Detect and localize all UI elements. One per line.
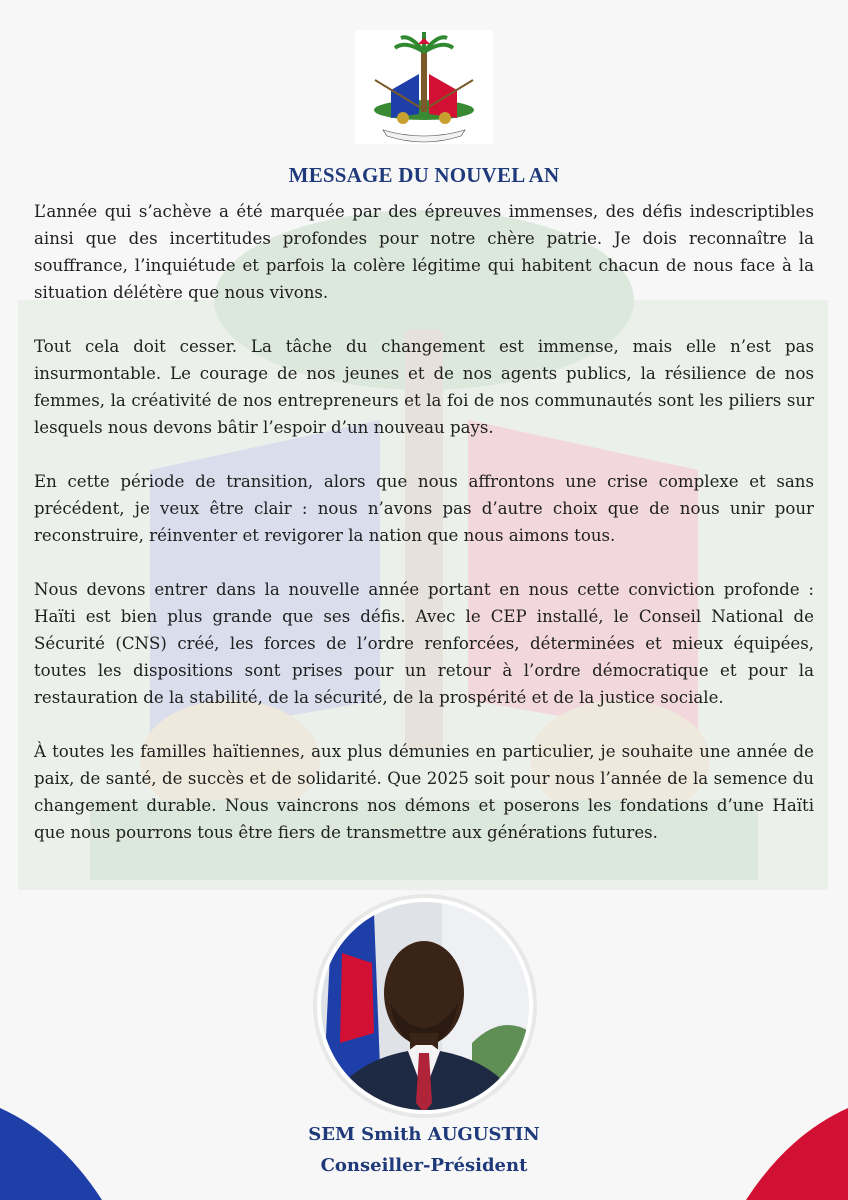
signatory-name: SEM Smith AUGUSTIN bbox=[308, 1124, 540, 1145]
red-corner-decoration bbox=[738, 1090, 848, 1200]
paragraph: Nous devons entrer dans la nouvelle année portant en nous cette conviction profonde : Haïti est bien plus grande que ses défis. Avec le CEP installé, le Conseil National de Sécurité (CNS) créé, les forces de l’ordre renforcées, déterminées et mieux équipées, toutes les dispositions sont prises pour un retour à l’ordre démocratique et pour la restauration de la stabilité, de la sécurité, de la prospérité et de la justice sociale. bbox=[34, 580, 814, 707]
blue-corner-decoration bbox=[0, 1090, 110, 1200]
paragraph: En cette période de transition, alors que nous affrontons une crise complexe et sans précédent, je veux être clair : nous n’avons pas d’autre choix que de nous unir pour reconstruire, réinventer et revigorer la nation que nous aimons tous. bbox=[34, 472, 814, 545]
signatory-role: Conseiller-Président bbox=[320, 1155, 528, 1176]
document-title: MESSAGE DU NOUVEL AN bbox=[288, 163, 560, 187]
message-body bbox=[34, 198, 814, 873]
paragraph: L’année qui s’achève a été marquée par des épreuves immenses, des défis indescriptibles ainsi que des incertitudes profondes pour notre chère patrie. Je dois reconnaître la souffrance, l’inquiétude et parfois la colère légitime qui habitent chacun de nous face à la situation délétère que nous vivons. bbox=[34, 202, 814, 302]
paragraph: À toutes les familles haïtiennes, aux plus démunies en particulier, je souhaite une année de paix, de santé, de succès et de solidarité. Que 2025 soit pour nous l’année de la semence du changement durable. Nous vaincrons nos démons et poserons les fondations d’une Haïti que nous pourrons tous être fiers de transmettre aux générations futures. bbox=[34, 742, 814, 842]
portrait-photo bbox=[312, 893, 538, 1119]
coat-of-arms-icon bbox=[355, 30, 493, 144]
paragraph: Tout cela doit cesser. La tâche du changement est immense, mais elle n’est pas insurmontable. Le courage de nos jeunes et de nos agents publics, la résilience de nos femmes, la créativité de nos entrepreneurs et la foi de nos communautés sont les piliers sur lesquels nous devons bâtir l’espoir d’un nouveau pays. bbox=[34, 337, 814, 437]
